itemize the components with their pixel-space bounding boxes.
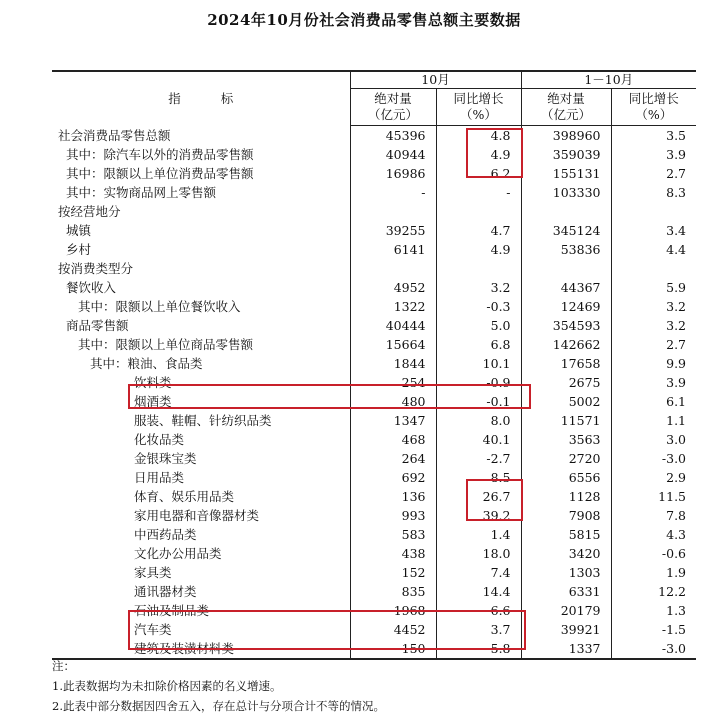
table-row [52,563,696,582]
row-ytd-yoy: 4.4 [611,240,696,259]
row-label: 汽车类 [134,622,172,637]
row-oct-value: 45396 [350,126,436,146]
row-label: 按经营地分 [58,204,121,219]
row-ytd-value: 2675 [521,373,611,392]
row-ytd-value: 7908 [521,506,611,525]
header-period-ytd: 1－10月 [521,71,696,89]
row-oct-value: 136 [350,487,436,506]
row-oct-value: 835 [350,582,436,601]
header-oct-abs: 绝对量 （亿元） [350,89,436,126]
row-ytd-value: 3563 [521,430,611,449]
row-oct-yoy: -2.7 [436,449,521,468]
row-oct-yoy: -0.9 [436,373,521,392]
row-ytd-value: 5002 [521,392,611,411]
table-row [52,582,696,601]
table-row [52,202,696,221]
table-row [52,354,696,373]
row-ytd-yoy: 3.5 [611,126,696,146]
row-oct-yoy [436,202,521,221]
row-label: 家具类 [134,565,172,580]
row-ytd-value: 6556 [521,468,611,487]
row-oct-value: 15664 [350,335,436,354]
row-oct-value: 468 [350,430,436,449]
row-oct-value: 1968 [350,601,436,620]
table-row [52,126,696,146]
row-ytd-yoy: 1.3 [611,601,696,620]
highlight-box-auto-building-rows [128,610,526,650]
row-ytd-yoy: 1.1 [611,411,696,430]
row-ytd-yoy: 1.9 [611,563,696,582]
row-ytd-value: 20179 [521,601,611,620]
row-ytd-value: 53836 [521,240,611,259]
row-label: 乡村 [66,242,92,257]
row-oct-value: 1844 [350,354,436,373]
row-oct-yoy: 3.2 [436,278,521,297]
row-ytd-value: 1303 [521,563,611,582]
row-oct-yoy: 14.4 [436,582,521,601]
table-row [52,487,696,506]
row-oct-yoy: 8.5 [436,468,521,487]
table-row [52,316,696,335]
row-ytd-value: 354593 [521,316,611,335]
table-row [52,145,696,164]
row-oct-yoy: 7.4 [436,563,521,582]
row-oct-yoy: 1.4 [436,525,521,544]
row-ytd-value: 155131 [521,164,611,183]
row-oct-value: 40944 [350,145,436,164]
row-ytd-value: 345124 [521,221,611,240]
row-oct-value: 692 [350,468,436,487]
row-label: 餐饮收入 [66,280,117,295]
row-ytd-value: 1128 [521,487,611,506]
header-ytd-abs: 绝对量 （亿元） [521,89,611,126]
row-label: 城镇 [66,223,92,238]
table-row [52,411,696,430]
row-oct-yoy: 8.0 [436,411,521,430]
row-oct-yoy: -0.3 [436,297,521,316]
row-label: 饮料类 [134,375,172,390]
row-ytd-yoy: 2.7 [611,164,696,183]
row-oct-yoy: 26.7 [436,487,521,506]
row-oct-yoy: 4.7 [436,221,521,240]
highlight-box-oct-growth [466,128,523,178]
row-ytd-yoy [611,202,696,221]
row-ytd-yoy: 3.2 [611,297,696,316]
row-oct-value: - [350,183,436,202]
row-oct-value: 993 [350,506,436,525]
row-label: 其中：实物商品网上零售额 [66,185,217,200]
row-ytd-value: 2720 [521,449,611,468]
row-label: 烟酒类 [134,394,172,409]
row-ytd-yoy: 11.5 [611,487,696,506]
row-oct-yoy: 5.0 [436,316,521,335]
row-ytd-yoy: 7.8 [611,506,696,525]
row-oct-value: 4952 [350,278,436,297]
row-ytd-value: 44367 [521,278,611,297]
row-oct-yoy: 6.2 [436,164,521,183]
row-label: 金银珠宝类 [134,451,197,466]
row-ytd-value: 398960 [521,126,611,146]
row-label: 其中：限额以上单位消费品零售额 [66,166,254,181]
row-ytd-value: 3420 [521,544,611,563]
table-row [52,297,696,316]
table-row [52,544,696,563]
row-ytd-yoy: -0.6 [611,544,696,563]
row-ytd-yoy: 8.3 [611,183,696,202]
row-ytd-value: 142662 [521,335,611,354]
row-label: 社会消费品零售总额 [58,127,171,143]
row-oct-value: 40444 [350,316,436,335]
row-label: 中西药品类 [134,527,197,542]
row-label: 化妆品类 [134,432,185,447]
row-ytd-value: 359039 [521,145,611,164]
table-row [52,525,696,544]
row-ytd-yoy: 12.2 [611,582,696,601]
row-oct-yoy: 39.2 [436,506,521,525]
row-label: 日用品类 [134,470,185,485]
row-ytd-value: 12469 [521,297,611,316]
row-oct-yoy: 40.1 [436,430,521,449]
row-oct-yoy: 4.9 [436,145,521,164]
table-row [52,221,696,240]
note-1: 1.此表数据均为未扣除价格因素的名义增速。 [52,679,282,693]
row-oct-yoy: 18.0 [436,544,521,563]
row-oct-yoy: -5.8 [436,639,521,659]
row-ytd-yoy: 3.4 [611,221,696,240]
table-row [52,259,696,278]
row-oct-yoy: -6.6 [436,601,521,620]
table-row [52,278,696,297]
row-oct-value: 1347 [350,411,436,430]
row-oct-value: 152 [350,563,436,582]
row-oct-value: 39255 [350,221,436,240]
row-label: 其中：粮油、食品类 [90,356,203,371]
row-ytd-yoy: 3.9 [611,373,696,392]
table-row [52,164,696,183]
row-ytd-yoy: -3.0 [611,639,696,659]
table-row [52,183,696,202]
row-label: 其中：限额以上单位餐饮收入 [78,299,241,314]
page-title: 2024年10月份社会消费品零售总额主要数据 [207,11,521,29]
row-label: 体育、娱乐用品类 [134,489,235,504]
row-oct-value: 4452 [350,620,436,639]
row-ytd-yoy: 5.9 [611,278,696,297]
row-oct-yoy: 4.8 [436,126,521,146]
row-oct-yoy: 3.7 [436,620,521,639]
row-ytd-yoy: 6.1 [611,392,696,411]
row-oct-value [350,202,436,221]
row-oct-value: 254 [350,373,436,392]
row-oct-yoy: 4.9 [436,240,521,259]
table-row [52,335,696,354]
row-oct-yoy [436,259,521,278]
row-oct-yoy: 10.1 [436,354,521,373]
row-ytd-yoy: 3.0 [611,430,696,449]
row-label: 其中：除汽车以外的消费品零售额 [66,147,254,162]
highlight-box-tobacco-row [128,384,531,409]
row-label: 其中：限额以上单位商品零售额 [78,337,254,352]
row-label: 建筑及装潢材料类 [52,639,350,659]
row-ytd-yoy: 4.3 [611,525,696,544]
row-ytd-value: 1337 [521,639,611,659]
row-label: 服装、鞋帽、针纺织品类 [134,413,272,428]
row-label: 商品零售额 [66,318,129,333]
row-ytd-value: 6331 [521,582,611,601]
row-oct-value: 438 [350,544,436,563]
row-oct-value: 6141 [350,240,436,259]
note-2: 2.此表中部分数据因四舍五入，存在总计与分项合计不等的情况。 [52,699,385,713]
row-oct-yoy: - [436,183,521,202]
row-ytd-value: 103330 [521,183,611,202]
row-label: 按消费类型分 [58,261,134,276]
header-ytd-yoy: 同比增长 （%） [611,89,696,126]
row-oct-yoy: -0.1 [436,392,521,411]
highlight-box-appliance-growth [466,479,523,521]
table-row [52,430,696,449]
row-oct-value: 480 [350,392,436,411]
header-indicator: 指 标 [52,71,350,126]
row-label: 文化办公用品类 [134,546,222,561]
notes-heading: 注： [52,659,75,673]
row-ytd-yoy [611,259,696,278]
row-ytd-value: 5815 [521,525,611,544]
header-oct-yoy: 同比增长 （%） [436,89,521,126]
row-ytd-value: 11571 [521,411,611,430]
table-row [52,506,696,525]
row-ytd-yoy: -1.5 [611,620,696,639]
row-ytd-yoy: 3.9 [611,145,696,164]
header-period-oct: 10月 [350,71,521,89]
row-oct-value [350,259,436,278]
table-header [52,71,696,126]
row-ytd-yoy: 3.2 [611,316,696,335]
row-ytd-value: 39921 [521,620,611,639]
row-ytd-yoy: 9.9 [611,354,696,373]
row-ytd-value [521,202,611,221]
row-label: 石油及制品类 [134,603,210,618]
table-notes [52,656,385,716]
table-row [52,449,696,468]
row-ytd-value [521,259,611,278]
table-row [52,468,696,487]
row-ytd-yoy: 2.9 [611,468,696,487]
row-label: 通讯器材类 [134,584,197,599]
row-oct-value: 264 [350,449,436,468]
table-row [52,240,696,259]
row-ytd-yoy: -3.0 [611,449,696,468]
row-ytd-value: 17658 [521,354,611,373]
row-oct-value: 16986 [350,164,436,183]
row-oct-yoy: 6.8 [436,335,521,354]
row-oct-value: 1322 [350,297,436,316]
row-oct-value: 150 [350,639,436,659]
row-label: 家用电器和音像器材类 [134,508,260,523]
row-oct-value: 583 [350,525,436,544]
row-ytd-yoy: 2.7 [611,335,696,354]
retail-sales-table [52,70,696,660]
